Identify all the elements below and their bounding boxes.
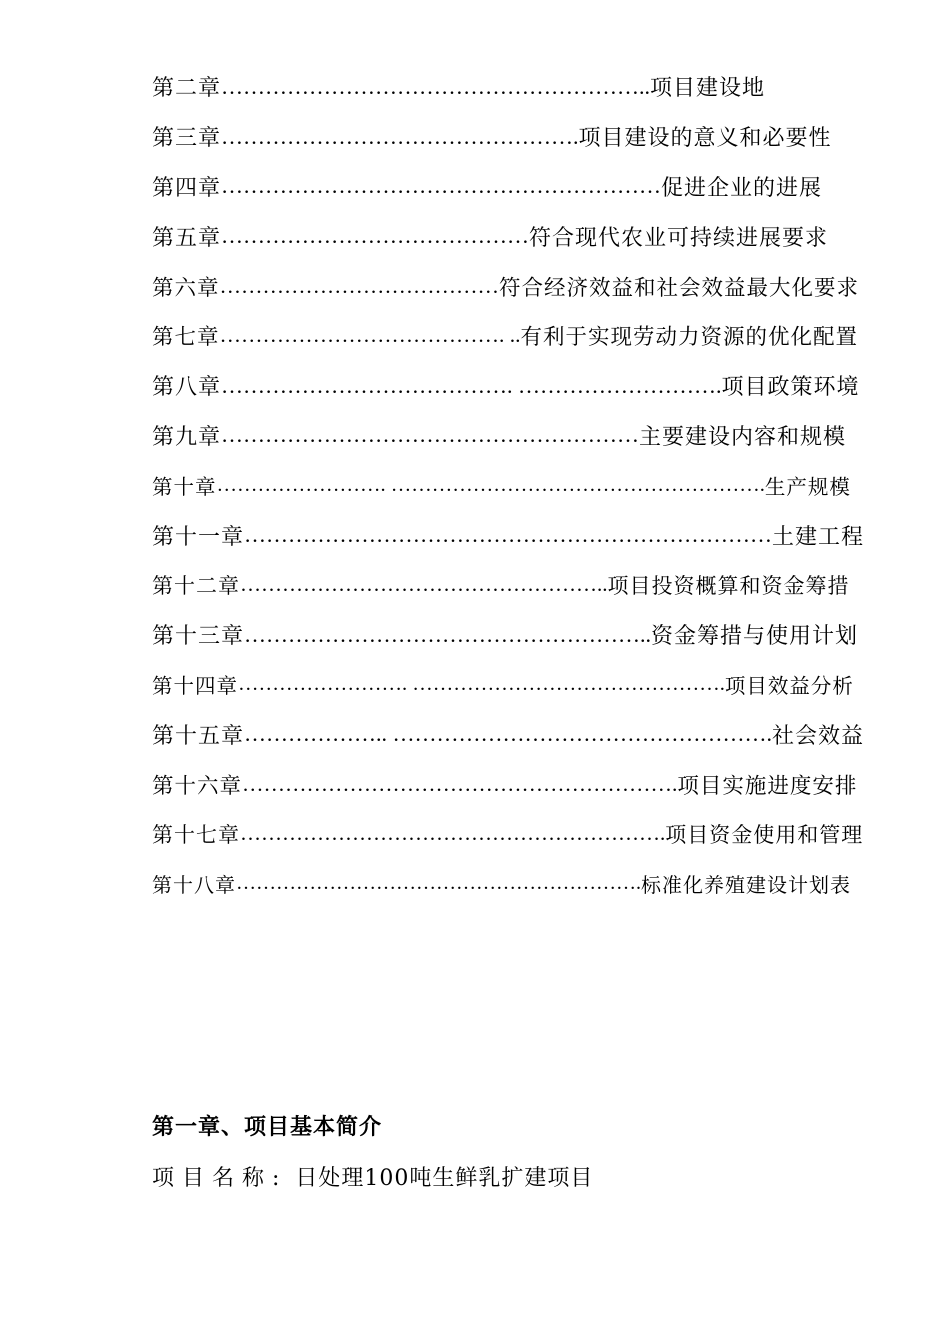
toc-chapter-number: 第六章 [152, 275, 220, 301]
toc-dot-leader: ……………………………………………………. [240, 821, 666, 846]
toc-entry[interactable] [152, 261, 864, 311]
toc-chapter-number: 第五章 [152, 225, 222, 251]
toc-dot-leader: ………………………………… [219, 273, 500, 298]
toc-dot-leader: ………………………………………………… [221, 422, 640, 448]
toc-chapter-number: 第十五章 [152, 723, 245, 749]
toc-chapter-title: 标准化养殖建设计划表 [641, 873, 851, 898]
toc-entry[interactable] [152, 112, 864, 162]
toc-chapter-title: 项目效益分析 [724, 674, 854, 699]
toc-entry[interactable] [152, 859, 864, 909]
project-name-row [152, 1161, 593, 1192]
toc-chapter-title: 生产规模 [764, 475, 851, 500]
toc-entry[interactable] [152, 510, 864, 560]
toc-chapter-number: 第十八章 [152, 873, 236, 898]
toc-chapter-title: 有利于实现劳动力资源的优化配置 [520, 325, 859, 351]
section-heading: 第一章、项目基本简介 [152, 1115, 383, 1140]
toc-chapter-title: 社会效益 [772, 723, 865, 749]
toc-entry[interactable] [152, 361, 864, 411]
toc-chapter-title: 项目实施进度安排 [677, 773, 858, 799]
toc-chapter-number: 第十章 [152, 475, 217, 500]
toc-chapter-title: 项目投资概算和资金筹措 [607, 573, 850, 598]
toc-chapter-number: 第十六章 [152, 773, 243, 799]
toc-chapter-number: 第十三章 [152, 624, 245, 650]
toc-entry[interactable] [152, 211, 864, 261]
toc-entry[interactable] [152, 709, 864, 759]
toc-dot-leader: …………………………………. .. [219, 323, 521, 348]
toc-chapter-title: 资金筹措与使用计划 [651, 624, 859, 650]
toc-chapter-title: 主要建设内容和规模 [639, 424, 847, 450]
toc-dot-leader: …………………………………………………… [221, 173, 662, 199]
toc-entry[interactable] [152, 759, 864, 809]
toc-entry[interactable] [152, 660, 864, 710]
chapter-one-section [152, 1110, 593, 1192]
toc-chapter-title: 项目政策环境 [721, 375, 860, 401]
toc-chapter-number: 第十四章 [152, 674, 238, 699]
toc-entry[interactable] [152, 809, 864, 859]
toc-chapter-number: 第七章 [152, 325, 220, 351]
toc-dot-leader: ……………….. ……………………………………………. [244, 721, 773, 747]
toc-chapter-number: 第十二章 [152, 573, 240, 598]
table-of-contents [152, 62, 864, 909]
toc-dot-leader: ……………………………………………………………… [244, 522, 773, 548]
toc-chapter-title: 项目建设地 [650, 76, 766, 102]
toc-entry[interactable] [152, 311, 864, 361]
toc-dot-leader: ……………………………………………………. [236, 872, 641, 895]
toc-chapter-title: 项目资金使用和管理 [665, 822, 864, 847]
toc-entry[interactable] [152, 62, 864, 112]
toc-dot-leader: …………………………………. ………………………. [221, 372, 722, 398]
toc-dot-leader: ……………………. ………………………………………………. [216, 473, 765, 496]
toc-chapter-number: 第十一章 [152, 524, 245, 550]
project-name-value: 日处理100吨生鲜乳扩建项目 [295, 1166, 594, 1191]
toc-chapter-number: 第二章 [152, 76, 222, 102]
toc-entry[interactable] [152, 411, 864, 461]
toc-dot-leader: ……………………………………………………. [242, 771, 678, 796]
toc-dot-leader: ………………………………………………….. [221, 73, 651, 99]
toc-chapter-title: 土建工程 [772, 524, 865, 550]
toc-chapter-title: 项目建设的意义和必要性 [578, 126, 832, 152]
toc-dot-leader: …………………………………………. [221, 123, 579, 149]
toc-chapter-number: 第三章 [152, 126, 222, 152]
toc-chapter-number: 第四章 [152, 175, 222, 201]
toc-entry[interactable] [152, 162, 864, 212]
toc-chapter-number: 第十七章 [152, 822, 240, 847]
toc-entry[interactable] [152, 560, 864, 610]
toc-chapter-title: 符合现代农业可持续进展要求 [529, 225, 829, 251]
toc-dot-leader: ……………………. ………………………………………. [238, 672, 725, 695]
toc-dot-leader: …………………………………………….. [240, 572, 608, 597]
toc-chapter-number: 第八章 [152, 375, 222, 401]
toc-dot-leader: …………………………………… [221, 223, 530, 249]
toc-entry[interactable] [152, 610, 864, 660]
toc-entry[interactable] [152, 460, 864, 510]
toc-dot-leader: ……………………………………………….. [244, 621, 652, 647]
toc-chapter-title: 符合经济效益和社会效益最大化要求 [499, 275, 860, 301]
project-name-label: 项目名称: [152, 1166, 288, 1191]
toc-chapter-number: 第九章 [152, 424, 222, 450]
toc-chapter-title: 促进企业的进展 [661, 175, 823, 201]
